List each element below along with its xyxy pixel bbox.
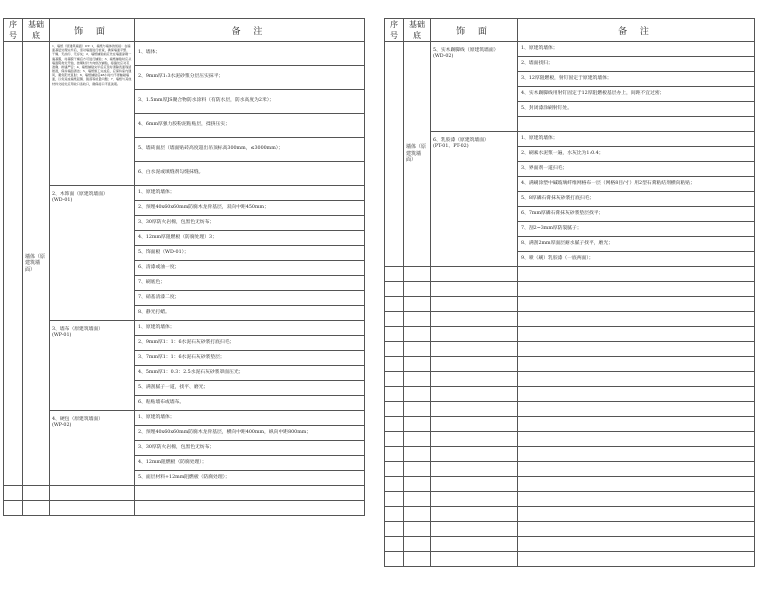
note-cell: 4、12mm厚阻燃板（防腐处理）3； [135, 231, 365, 246]
empty-cell [518, 402, 755, 417]
note-cell: 1、原建筑墙体； [135, 186, 365, 201]
header-base: 基础底 [23, 19, 50, 42]
finish-title: 5、实木踢脚线（原建筑墙面） [433, 48, 499, 53]
blank-row [385, 327, 755, 342]
spec-row [4, 186, 365, 201]
empty-cell [404, 297, 431, 312]
row-no-cell [4, 42, 23, 486]
empty-cell [4, 486, 23, 501]
spec-row [4, 42, 365, 66]
empty-cell [431, 447, 518, 462]
empty-cell [385, 507, 404, 522]
empty-cell [518, 342, 755, 357]
finish-cell [50, 321, 135, 411]
note-cell: 3、30厚防火岩棉，包黑色无纺布； [135, 441, 365, 456]
note-cell: 7、刷底色； [135, 276, 365, 291]
empty-cell [404, 507, 431, 522]
empty-cell [518, 282, 755, 297]
note-cell: 5、满刮腻子一道，找平、磨光； [135, 381, 365, 396]
blank-row [385, 552, 755, 567]
blank-row [385, 282, 755, 297]
empty-cell [518, 312, 755, 327]
finish-code: (WP-02) [52, 423, 72, 429]
empty-cell [385, 492, 404, 507]
empty-cell [518, 477, 755, 492]
finish-cell [431, 132, 518, 267]
note-cell: 2、9mm厚1:3水泥砂浆分层压实抹平； [135, 66, 365, 90]
empty-cell [431, 387, 518, 402]
left-table-body [4, 42, 365, 516]
empty-cell [404, 342, 431, 357]
empty-cell [431, 372, 518, 387]
empty-cell [404, 402, 431, 417]
empty-cell [518, 372, 755, 387]
right-table-body [385, 42, 755, 567]
empty-cell [431, 417, 518, 432]
header-base: 基础底 [404, 19, 431, 42]
empty-cell [385, 327, 404, 342]
note-cell: 1、原建筑墙体； [135, 321, 365, 336]
note-cell: 5、饰面板（WD-01）； [135, 246, 365, 261]
empty-cell [431, 507, 518, 522]
empty-cell [23, 501, 50, 516]
empty-cell [135, 486, 365, 501]
empty-cell [385, 432, 404, 447]
note-cell: 1、墙体； [135, 42, 365, 66]
empty-cell [385, 552, 404, 567]
empty-cell [50, 486, 135, 501]
blank-row [385, 342, 755, 357]
note-cell: 5、墙砖面层（墙面贴砖高度超出吊顶标高300mm，≤3000mm）； [135, 138, 365, 162]
empty-cell [404, 282, 431, 297]
note-cell: 4、6mm厚强力胶粉泥粘贴层，揉挤压实； [135, 114, 365, 138]
finish-cell [50, 42, 135, 186]
empty-cell [404, 327, 431, 342]
blank-row [385, 522, 755, 537]
table-header-row [4, 19, 365, 42]
empty-cell [385, 387, 404, 402]
header-face: 饰 面 [50, 19, 135, 42]
empty-cell [431, 327, 518, 342]
note-cell: 2、预埋40x60x60mm防腐木龙骨基层，双向中距450mm； [135, 201, 365, 216]
blank-row [385, 402, 755, 417]
header-no: 序号 [385, 19, 404, 42]
note-cell: 4、满刷涂塑中碱玻璃纤维网格布一层（网格8目/寸）用2型石膏粘结剂横向粘贴； [518, 177, 755, 192]
empty-cell [431, 357, 518, 372]
empty-cell [404, 357, 431, 372]
finish-code: (WD-01) [52, 198, 73, 204]
note-cell: 6、白水泥或填缝剂勾缝抹缝。 [135, 162, 365, 186]
blank-row [385, 492, 755, 507]
note-cell: 5、8厚磷石膏抹灰砂浆打底扫毛； [518, 192, 755, 207]
blank-row [385, 357, 755, 372]
note-cell: 1、原建筑墙体； [518, 132, 755, 147]
note-cell: 6、7mm厚磷石膏抹灰砂浆垫层找平； [518, 207, 755, 222]
note-cell: 8、静光打蜡。 [135, 306, 365, 321]
note-cell: 1、原建筑墙体； [135, 411, 365, 426]
empty-cell [385, 342, 404, 357]
blank-row [385, 267, 755, 282]
empty-cell [4, 501, 23, 516]
note-cell: 2、刷素水泥浆一遍，水灰比为1:0.4； [518, 147, 755, 162]
empty-cell [404, 462, 431, 477]
empty-cell [404, 522, 431, 537]
blank-row [4, 501, 365, 516]
base-cell: 墙体（原建筑墙面） [404, 42, 431, 267]
note-cell: 6、粘贴墙布或墙布。 [135, 396, 365, 411]
blank-row [385, 417, 755, 432]
empty-cell [404, 492, 431, 507]
note-cell: 4、5mm厚1：0.3：2.5水泥石灰砂浆罩面压光； [135, 366, 365, 381]
empty-cell [431, 297, 518, 312]
note-cell: 2、墙面找归； [518, 57, 755, 72]
finish-title: 6、乳胶漆（原建筑墙面） [433, 138, 489, 143]
header-no: 序号 [4, 19, 23, 42]
blank-row [385, 507, 755, 522]
empty-cell [518, 552, 755, 567]
empty-cell [518, 357, 755, 372]
empty-cell [431, 432, 518, 447]
empty-cell [518, 327, 755, 342]
blank-row [385, 297, 755, 312]
note-cell: 4、12mm阻燃板（防腐处理）； [135, 456, 365, 471]
spec-row [385, 132, 755, 147]
empty-cell [404, 267, 431, 282]
finish-code: (PT-01、PT-02) [433, 144, 469, 150]
empty-cell [385, 417, 404, 432]
spec-row [385, 42, 755, 57]
empty-cell [518, 297, 755, 312]
empty-cell [385, 402, 404, 417]
blank-row [4, 486, 365, 501]
note-cell: 4、实木踢脚线用射钉固定于12厚阻燃板基层办上，间距不宜过密； [518, 87, 755, 102]
empty-cell [404, 552, 431, 567]
empty-cell [404, 447, 431, 462]
empty-cell [50, 501, 135, 516]
empty-cell [385, 447, 404, 462]
blank-row [385, 447, 755, 462]
finish-code: (WD-02) [433, 54, 454, 60]
note-cell: 2、预埋40x60x60mm防腐木龙骨基层，横向中距400mm，纵向中距800mm； [135, 426, 365, 441]
header-note: 备 注 [135, 19, 365, 42]
finish-desc: 1、墙纸（原建筑墙面）OT: 1，墙纸与墙体的衔接：在墙面基层处理完毕后，需对墙面进行检查，确保墙面平整、干燥、无油污、无浮灰；2、墙纸铺贴前应先在墙面涂刷一遍基膜，待基膜干燥后方可进行铺贴；3、墙纸铺贴时应从墙面阴角处开始，按顺时针方向依次铺贴，接缝处应对花准确、拼缝严密；4、墙纸铺贴完毕后应及时清除表面残留胶液，保持墙面清洁；5、墙纸施工完成后，应保持室内通风，避免阳光直射；6、墙纸铺贴后48小时内不得触碰墙面，以免造成墙纸起翘、脱落等质量问题；7、墙纸与其他材料交接处应用收口条收口，确保接口平直美观。 [52, 44, 132, 86]
blank-row [385, 312, 755, 327]
empty-cell [518, 462, 755, 477]
empty-cell [518, 432, 755, 447]
finish-cell [50, 186, 135, 321]
empty-cell [385, 297, 404, 312]
note-cell: 5、封闭漆涂刷射钉处。 [518, 102, 755, 117]
note-cell: 2、9mm厚1：1：6水泥石灰砂浆打底扫毛； [135, 336, 365, 351]
note-cell: 3、12厚阻燃板，射钉固定于原建筑墙体； [518, 72, 755, 87]
empty-cell [431, 477, 518, 492]
blank-row [385, 462, 755, 477]
empty-cell [431, 462, 518, 477]
empty-cell [518, 492, 755, 507]
empty-cell [431, 492, 518, 507]
note-cell: 3、7mm厚1：1：6水泥石灰砂浆垫层； [135, 351, 365, 366]
finish-cell [431, 42, 518, 132]
empty-cell [518, 387, 755, 402]
empty-cell [518, 537, 755, 552]
note-cell [518, 117, 755, 132]
finish-cell [50, 411, 135, 486]
empty-cell [385, 282, 404, 297]
base-cell: 墙体（原建筑墙面） [23, 42, 50, 486]
empty-cell [518, 507, 755, 522]
empty-cell [385, 462, 404, 477]
spec-row [4, 321, 365, 336]
empty-cell [431, 537, 518, 552]
blank-row [385, 537, 755, 552]
empty-cell [518, 417, 755, 432]
empty-cell [385, 537, 404, 552]
header-note: 备 注 [518, 19, 755, 42]
header-face: 饰 面 [431, 19, 518, 42]
empty-cell [431, 312, 518, 327]
empty-cell [385, 372, 404, 387]
blank-row [385, 372, 755, 387]
empty-cell [404, 312, 431, 327]
left-spec-table [3, 18, 365, 516]
empty-cell [385, 312, 404, 327]
note-cell: 1、原建筑墙体； [518, 42, 755, 57]
empty-cell [431, 522, 518, 537]
finish-title: 3、墙布（原建筑墙面） [52, 327, 104, 332]
empty-cell [385, 477, 404, 492]
empty-cell [431, 342, 518, 357]
finish-title: 2、木饰面（原建筑墙面） [52, 192, 108, 197]
empty-cell [404, 417, 431, 432]
note-cell: 5、面层材料+12mm阻燃板（防腐处理）； [135, 471, 365, 486]
note-cell: 6、清漆或油一度； [135, 261, 365, 276]
spec-row [4, 411, 365, 426]
blank-row [385, 477, 755, 492]
empty-cell [518, 522, 755, 537]
note-cell: 3、界面剂一道扫毛； [518, 162, 755, 177]
empty-cell [518, 267, 755, 282]
empty-cell [404, 372, 431, 387]
blank-row [385, 432, 755, 447]
blank-row [385, 387, 755, 402]
row-no-cell [385, 42, 404, 267]
empty-cell [404, 477, 431, 492]
note-cell: 3、1.5mm厚JS聚合物防水涂料（有防水层，防水高度为2米）； [135, 90, 365, 114]
empty-cell [404, 387, 431, 402]
empty-cell [385, 522, 404, 537]
note-cell: 9、喷（刷）乳胶漆（一底两面）； [518, 252, 755, 267]
note-cell: 7、硝基清漆二度； [135, 291, 365, 306]
finish-title: 4、硬包（原建筑墙面） [52, 417, 104, 422]
note-cell: 8、满刮2mm厚面层耐水腻子找平，磨光； [518, 237, 755, 252]
empty-cell [385, 267, 404, 282]
table-header-row [385, 19, 755, 42]
right-spec-table [384, 18, 755, 567]
empty-cell [404, 432, 431, 447]
empty-cell [404, 537, 431, 552]
empty-cell [23, 486, 50, 501]
empty-cell [135, 501, 365, 516]
finish-code: (WP-01) [52, 333, 72, 339]
empty-cell [431, 552, 518, 567]
empty-cell [431, 267, 518, 282]
note-cell: 7、刮2~3mm厚防裂腻子； [518, 222, 755, 237]
empty-cell [385, 357, 404, 372]
note-cell: 3、30厚防火岩棉，包黑色无纺布； [135, 216, 365, 231]
empty-cell [431, 282, 518, 297]
empty-cell [518, 447, 755, 462]
empty-cell [431, 402, 518, 417]
